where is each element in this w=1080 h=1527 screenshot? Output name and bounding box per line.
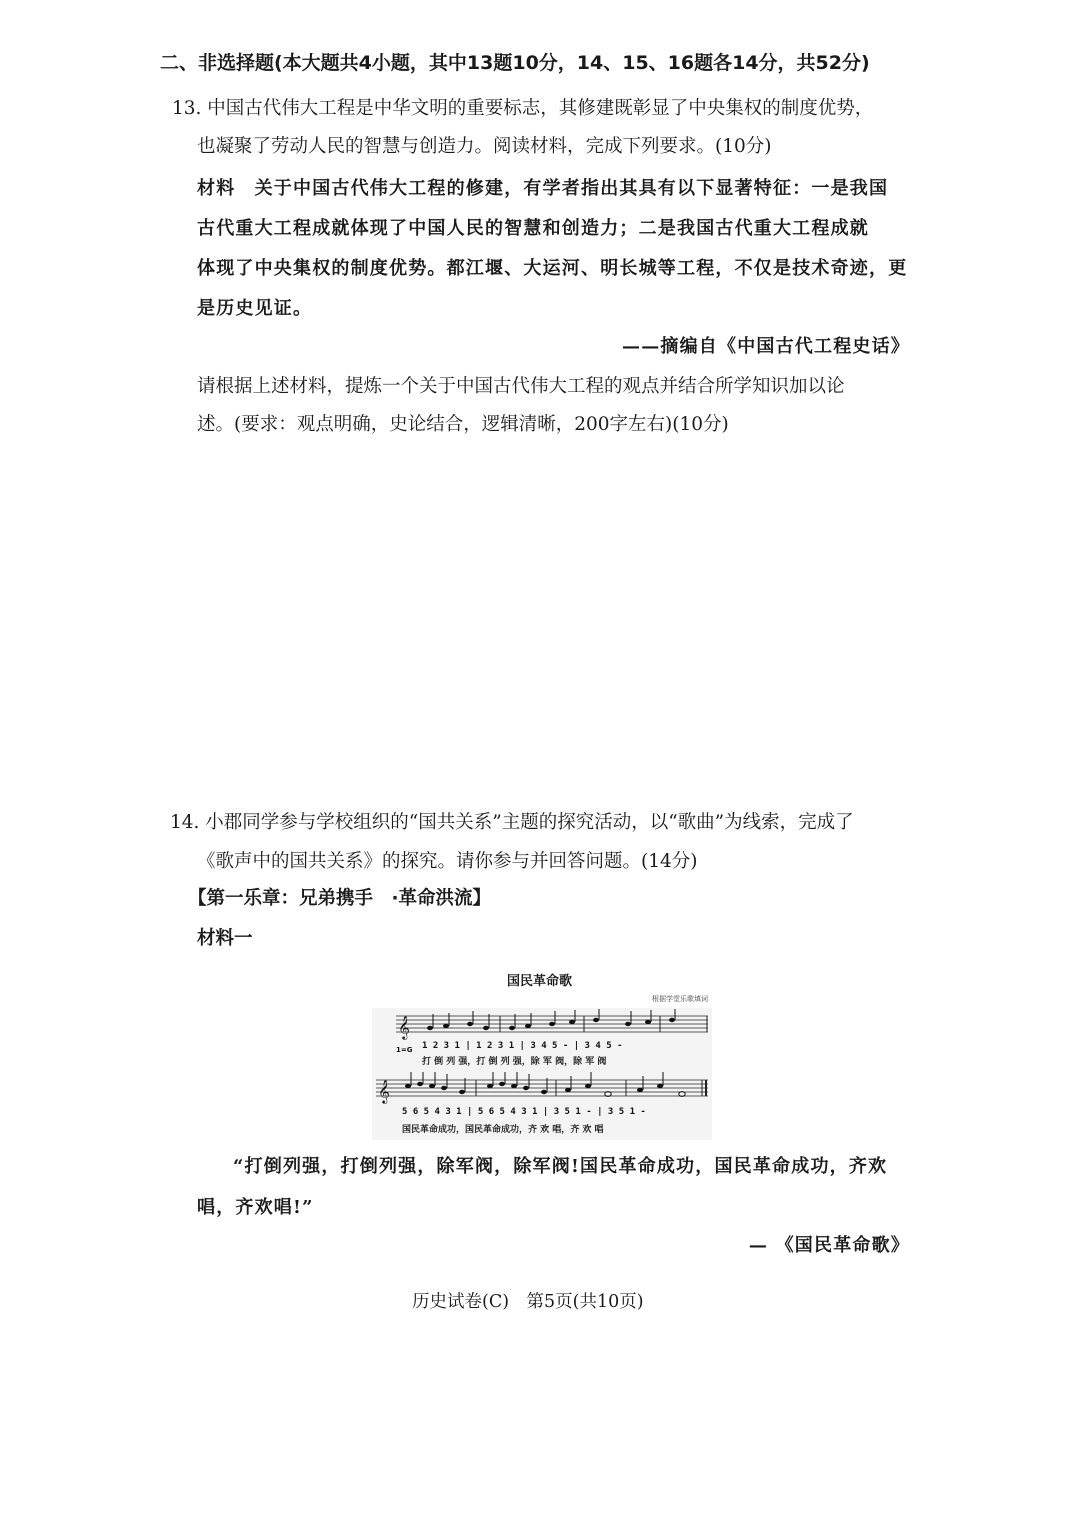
q13-material-line4: 是历史见证。 — [197, 298, 313, 319]
q13-task-line1: 请根据上述材料，提炼一个关于中国古代伟大工程的观点并结合所学知识加以论 — [197, 376, 845, 397]
score-row1-notes: 1 2 3 1 | 1 2 3 1 | 3 4 5 - | 3 4 5 - — [422, 1041, 623, 1051]
notes-row-1 — [427, 1009, 675, 1030]
sheet-music-graphic — [372, 1008, 712, 1140]
q13-material-line2: 古代重大工程成就体现了中国人民的智慧和创造力；二是我国古代重大工程成就 — [197, 218, 869, 239]
lyrics-quote-line1: “打倒列强，打倒列强，除军阀，除军阀!国民革命成功，国民革命成功，齐欢 — [233, 1156, 888, 1177]
q13-stem-line2: 也凝聚了劳动人民的智慧与创造力。阅读材料，完成下列要求。(10分) — [197, 136, 772, 157]
q13-material-line3: 体现了中央集权的制度优势。都江堰、大运河、明长城等工程，不仅是技术奇迹，更 — [197, 258, 908, 279]
section-title: 二、非选择题(本大题共4小题，其中13题10分，14、15、16题各14分，共52分) — [160, 52, 870, 74]
song-title: 国民革命歌 — [507, 974, 573, 989]
score-row1-lyrics: 打 倒 列 强，打 倒 列 强，除 军 阀，除 军 阀 — [422, 1057, 607, 1067]
q14-material-label: 材料一 — [197, 928, 253, 949]
score-row2-notes: 5 6 5 4 3 1 | 5 6 5 4 3 1 | 3 5 1 - | 3 5 1 - — [402, 1107, 646, 1117]
page-footer: 历史试卷(C) 第5页(共10页) — [412, 1292, 644, 1312]
q13-task-line2: 述。(要求：观点明确，史论结合，逻辑清晰，200字左右)(10分) — [197, 414, 729, 435]
lyrics-source: — 《国民革命歌》 — [748, 1235, 910, 1256]
score-row2-lyrics: 国民革命成功，国民革命成功，齐 欢 唱，齐 欢 唱 — [402, 1125, 604, 1135]
treble-clef-icon-2: 𝄞 — [378, 1079, 390, 1103]
q13-material-line1: 材料 关于中国古代伟大工程的修建，有学者指出其具有以下显著特征：一是我国 — [197, 178, 889, 199]
treble-clef-icon: 𝄞 — [398, 1015, 410, 1039]
sheet-music-image — [372, 1008, 712, 1140]
q14-stem-line2: 《歌声中的国共关系》的探究。请你参与并回答问题。(14分) — [197, 851, 698, 872]
score-key: 1=G — [396, 1046, 413, 1054]
lyrics-quote-line2: 唱，齐欢唱!” — [197, 1197, 314, 1218]
song-credit: 根据学堂乐歌填词 — [652, 995, 708, 1003]
q14-stem-line1: 14. 小郡同学参与学校组织的“国共关系”主题的探究活动，以“歌曲”为线索，完成了 — [170, 812, 854, 833]
q13-source: ——摘编自《中国古代工程史话》 — [622, 336, 910, 357]
q14-chapter-heading: 【第一乐章：兄弟携手 ·革命洪流】 — [188, 888, 492, 909]
q13-stem-line1: 13. 中国古代伟大工程是中华文明的重要标志，其修建既彰显了中央集权的制度优势， — [172, 98, 874, 119]
